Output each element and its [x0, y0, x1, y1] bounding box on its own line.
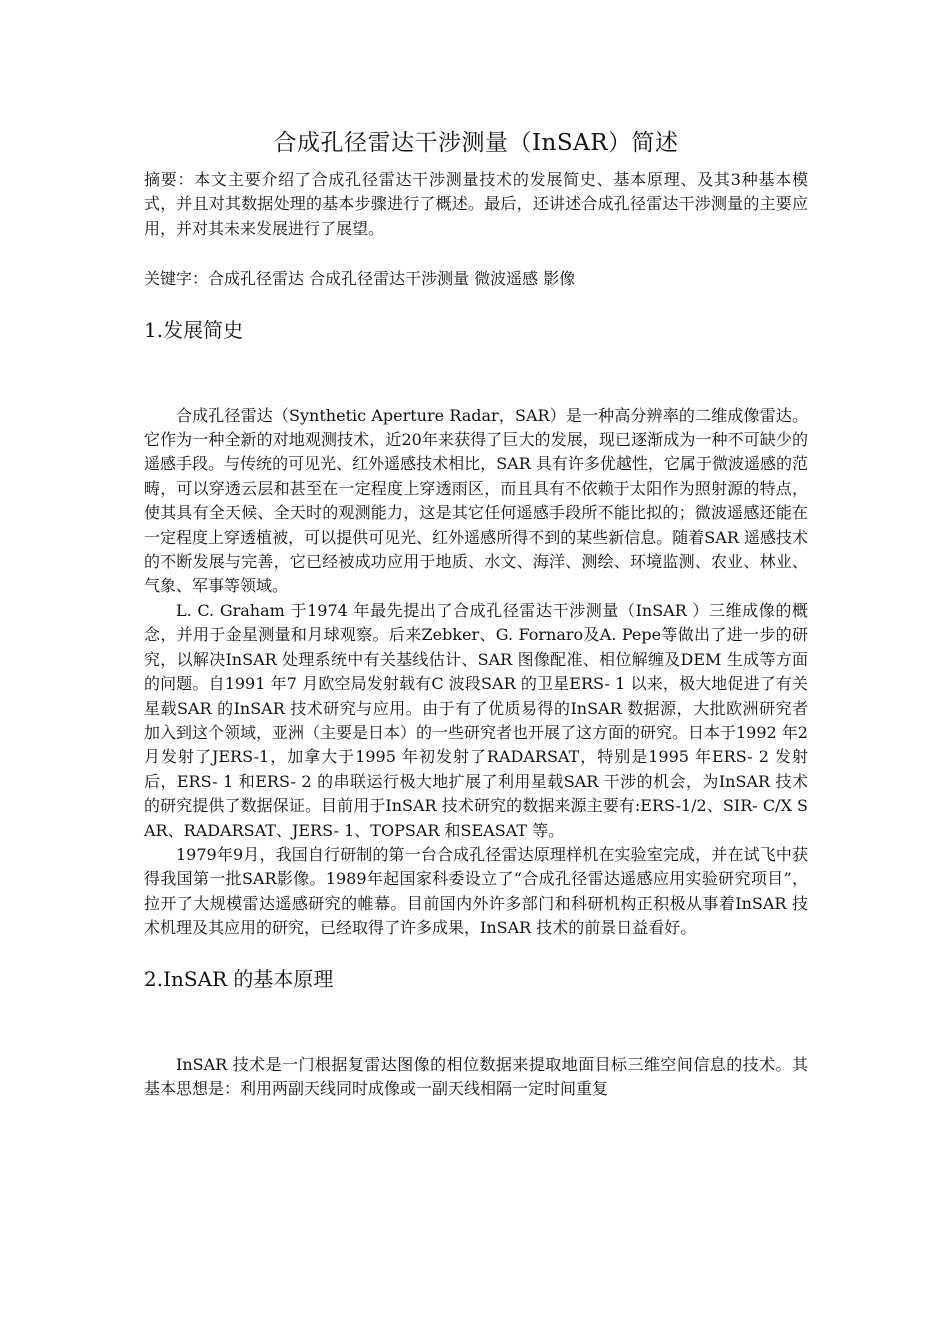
body-paragraph: 1979年9月，我国自行研制的第一台合成孔径雷达原理样机在实验室完成，并在试飞中获得我国第一批SAR影像。1989年起国家科委设立了“合成孔径雷达遥感应用实验研究项目”，拉开了大规模雷达遥感研究的帷幕。目前国内外许多部门和科研机构正积极从事着InSAR 技术机理及其应用的研究，已经取得了许多成果，InSAR 技术的前景日益看好。	[144, 844, 808, 938]
section-heading-principle: 2.InSAR 的基本原理	[144, 966, 334, 991]
body-paragraph: 合成孔径雷达（Synthetic Aperture Radar，SAR）是一种高分辨率的二维成像雷达。它作为一种全新的对地观测技术，近20年来获得了巨大的发展，现已逐渐成为一种不可缺少的遥感手段。与传统的可见光、红外遥感技术相比，SAR 具有许多优越性，它属于微波遥感的范畴，可以穿透云层和甚至在一定程度上穿透雨区，而且具有不依赖于太阳作为照射源的特点，使其具有全天候、全天时的观测能力，这是其它任何遥感手段所不能比拟的；微波遥感还能在一定程度上穿透植被，可以提供可见光、红外遥感所得不到的某些新信息。随着SAR 遥感技术的不断发展与完善，它已经被成功应用于地质、水文、海洋、测绘、环境监测、农业、林业、气象、军事等领域。	[144, 405, 808, 596]
body-paragraph: InSAR 技术是一门根据复雷达图像的相位数据来提取地面目标三维空间信息的技术。其基本思想是：利用两副天线同时成像或一副天线相隔一定时间重复	[144, 1054, 808, 1098]
body-paragraph: L. C. Graham 于1974 年最先提出了合成孔径雷达干涉测量（InSAR ）三维成像的概念，并用于金星测量和月球观察。后来Zebker、G. Fornaro及A. Pepe等做出了进一步的研究，以解决InSAR 处理系统中有关基线估计、SAR 图像配准、相位解缠及DEM 生成等方面的问题。自1991 年7 月欧空局发射载有C 波段SAR 的卫星ERS- 1 以来，极大地促进了有关星载SAR 的InSAR 技术研究与应用。由于有了优质易得的InSAR 数据源，大批欧洲研究者加入到这个领域，亚洲（主要是日本）的一些研究者也开展了这方面的研究。日本于1992 年2 月发射了JERS-1，加拿大于1995 年初发射了RADARSAT，特别是1995 年ERS- 2 发射后，ERS- 1 和ERS- 2 的串联运行极大地扩展了利用星载SAR 干涉的机会，为InSAR 技术的研究提供了数据保证。目前用于InSAR 技术研究的数据来源主要有:ERS-1/2、SIR- C/X SAR、RADARSAT、JERS- 1、TOPSAR 和SEASAT 等。	[144, 600, 808, 840]
abstract: 摘要：本文主要介绍了合成孔径雷达干涉测量技术的发展简史、基本原理、及其3种基本模式，并且对其数据处理的基本步骤进行了概述。最后，还讲述合成孔径雷达干涉测量的主要应用，并对其未来发展进行了展望。	[144, 170, 808, 238]
section-heading-history: 1.发展简史	[144, 317, 244, 342]
keywords: 关键字：合成孔径雷达 合成孔径雷达干涉测量 微波遥感 影像	[144, 269, 576, 289]
section-body-principle	[144, 1053, 808, 1102]
document-title: 合成孔径雷达干涉测量（InSAR）简述	[273, 130, 679, 156]
section-body-history	[144, 404, 808, 941]
document-page	[144, 128, 808, 1101]
